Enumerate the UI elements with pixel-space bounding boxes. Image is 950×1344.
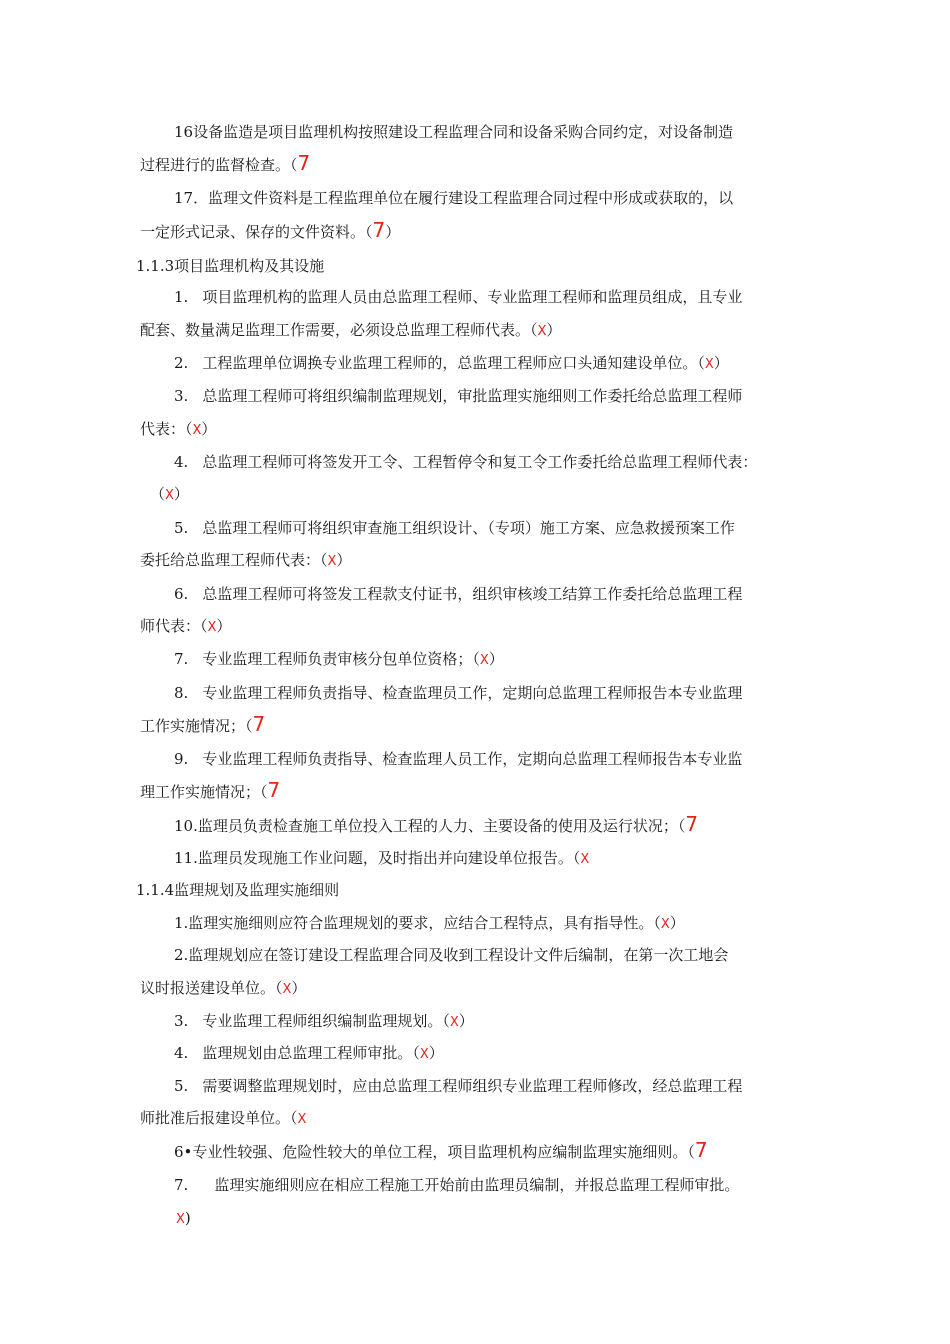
text-line: 16设备监造是项目监理机构按照建设工程监理合同和设备采购合同约定，对设备制造 bbox=[174, 123, 734, 141]
text-line: 师代表：（X） bbox=[140, 617, 232, 635]
text-line: 4. 监理规划由总监理工程师审批。（X） bbox=[174, 1044, 444, 1062]
text-line: 17．监理文件资料是工程监理单位在履行建设工程监理合同过程中形成或获取的，以 bbox=[174, 189, 734, 207]
text-line: 5. 需要调整监理规划时，应由总监理工程师组织专业监理工程师修改，经总监理工程 bbox=[174, 1077, 743, 1095]
text-line: 6. 总监理工程师可将签发工程款支付证书，组织审核竣工结算工作委托给总监理工程 bbox=[174, 585, 743, 603]
text-line: 9. 专业监理工程师负责指导、检查监理人员工作，定期向总监理工程师报告本专业监 bbox=[174, 750, 743, 768]
answer-mark: X bbox=[207, 620, 217, 635]
section-heading: 1.1.3项目监理机构及其设施 bbox=[136, 257, 325, 275]
answer-mark: 7 bbox=[685, 812, 699, 836]
answer-mark: X bbox=[537, 324, 547, 339]
answer-mark: X bbox=[479, 653, 489, 668]
text-line: 3. 总监理工程师可将组织编制监理规划，审批监理实施细则工作委托给总监理工程师 bbox=[174, 387, 743, 405]
text-line: X) bbox=[176, 1209, 191, 1227]
answer-mark: 7 bbox=[267, 778, 281, 802]
answer-mark: X bbox=[580, 852, 590, 867]
text-line: 1. 项目监理机构的监理人员由总监理工程师、专业监理工程师和监理员组成，且专业 bbox=[174, 288, 743, 306]
answer-mark: X bbox=[327, 554, 337, 569]
text-line: 一定形式记录、保存的文件资料。（7） bbox=[140, 218, 401, 242]
text-line: 7. 监理实施细则应在相应工程施工开始前由监理员编制，并报总监理工程师审批。 bbox=[174, 1176, 740, 1194]
text-line: 11.监理员发现施工作业问题，及时指出并向建设单位报告。（X bbox=[174, 849, 590, 867]
answer-mark: 7 bbox=[297, 151, 311, 175]
text-line: 3. 专业监理工程师组织编制监理规划。（X） bbox=[174, 1012, 474, 1030]
text-line: 1.监理实施细则应符合监理规划的要求，应结合工程特点，具有指导性。（X） bbox=[174, 914, 685, 932]
answer-mark: X bbox=[449, 1015, 459, 1030]
text-line: （X） bbox=[150, 485, 189, 503]
text-line: 配套、数量满足监理工作需要，必须设总监理工程师代表。（X） bbox=[140, 321, 562, 339]
text-line: 4. 总监理工程师可将签发开工令、工程暂停令和复工令工作委托给总监理工程师代表： bbox=[174, 453, 758, 471]
answer-mark: X bbox=[704, 357, 714, 372]
text-line: 理工作实施情况；（7 bbox=[140, 778, 281, 802]
text-line: 师批准后报建设单位。（X bbox=[140, 1109, 307, 1127]
answer-mark: 7 bbox=[372, 218, 386, 242]
answer-mark: X bbox=[192, 423, 202, 438]
answer-mark: 7 bbox=[694, 1138, 708, 1162]
text-line: 6•专业性较强、危险性较大的单位工程，项目监理机构应编制监理实施细则。（7 bbox=[174, 1138, 708, 1162]
answer-mark: 7 bbox=[252, 712, 266, 736]
text-line: 议时报送建设单位。（X） bbox=[140, 979, 307, 997]
text-line: 2.监理规划应在签订建设工程监理合同及收到工程设计文件后编制，在第一次工地会 bbox=[174, 946, 729, 964]
answer-mark: X bbox=[176, 1212, 185, 1227]
answer-mark: X bbox=[419, 1047, 429, 1062]
text-line: 工作实施情况；（7 bbox=[140, 712, 266, 736]
text-line: 5. 总监理工程师可将组织审查施工组织设计、（专项）施工方案、应急救援预案工作 bbox=[174, 519, 735, 537]
section-heading: 1.1.4监理规划及监理实施细则 bbox=[136, 881, 340, 899]
text-line: 7. 专业监理工程师负责审核分包单位资格；（X） bbox=[174, 650, 504, 668]
text-line: 2. 工程监理单位调换专业监理工程师的，总监理工程师应口头通知建设单位。（X） bbox=[174, 354, 729, 372]
text-line: 10.监理员负责检查施工单位投入工程的人力、主要设备的使用及运行状况；（7 bbox=[174, 812, 699, 836]
answer-mark: X bbox=[660, 917, 670, 932]
answer-mark: X bbox=[165, 488, 174, 503]
text-line: 代表：（X） bbox=[140, 420, 217, 438]
text-line: 委托给总监理工程师代表：（X） bbox=[140, 551, 352, 569]
text-line: 8. 专业监理工程师负责指导、检查监理员工作，定期向总监理工程师报告本专业监理 bbox=[174, 684, 743, 702]
text-line: 过程进行的监督检查。（7 bbox=[140, 151, 311, 175]
answer-mark: X bbox=[282, 982, 292, 997]
answer-mark: X bbox=[297, 1112, 307, 1127]
